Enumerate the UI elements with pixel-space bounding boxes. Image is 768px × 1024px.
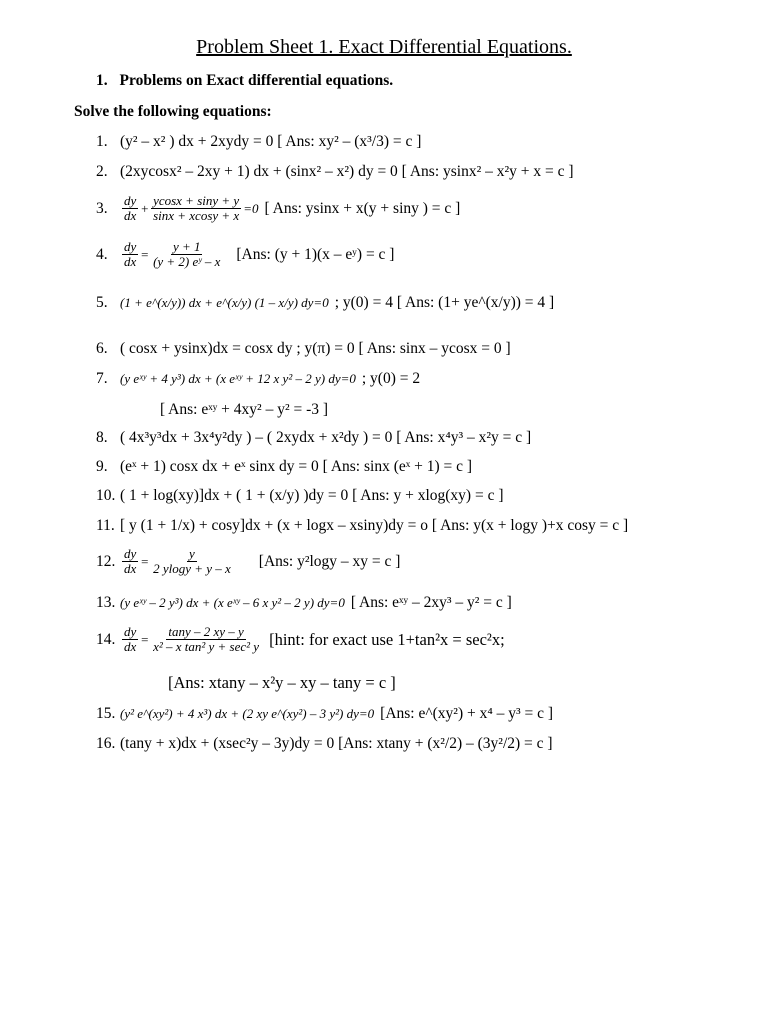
- problem-10: 10. ( 1 + log(xy)]dx + ( 1 + (x/y) )dy = 0 [ Ans: y + xlog(xy) = c ]: [96, 487, 504, 504]
- intro-text: Solve the following equations:: [74, 103, 272, 120]
- fraction: $\frac{ycosx + \sin y + y}{\sin x + xcosy + x}$: [153, 193, 240, 223]
- problem-text: (tany + x)dx + (xsec²y – 3y)dy = 0 [Ans: xtany + (x²/2) – (3y²/2) = c ]: [120, 735, 553, 752]
- answer-text: [Ans: xtany – x²y – xy – tany = c ]: [168, 673, 396, 692]
- problem-14-answer: [168, 673, 396, 693]
- problem-9: 9. (eˣ + 1) cosx dx + eˣ sinx dy = 0 [ Ans: sinx (eˣ + 1) = c ]: [96, 458, 473, 475]
- fraction: $\frac{dy}{dx}$: [124, 546, 137, 576]
- problem-14: 14. $\frac{dy}{dx}$ = $\frac{\tan y - 2 xy - y}{\text{x² – x tan² y + sec² y}}$ [hint: for exact use 1+tan²x = sec²x;: [96, 624, 505, 654]
- problem-16: 16. (tany + x)dx + (xsec²y – 3y)dy = 0 [Ans: xtany + (x²/2) – (3y²/2) = c ]: [96, 735, 553, 752]
- answer-text: [ Ans: ysinx + x(y + siny ) = c ]: [264, 199, 461, 217]
- fraction: $\frac{dy}{dx}$: [124, 193, 137, 223]
- answer-text: ; y(0) = 2: [361, 370, 421, 387]
- section-label: Problems on Exact differential equations.: [119, 72, 394, 89]
- problem-text: (y² – x² ) dx + 2xydy = 0 [ Ans: xy² – (x³/3) = c ]: [120, 133, 422, 150]
- fraction: $\frac{dy}{dx}$: [124, 624, 137, 654]
- fraction: $\frac{dy}{dx}$: [124, 239, 137, 269]
- answer-text: [Ans: y²logy – xy = c ]: [258, 552, 401, 570]
- problem-4: 4. $\frac{dy}{dx}$ = $\frac{y + 1}{\text{(y + 2) eʸ – x}}$ [Ans: (y + 1)(x – eʸ) = c ]: [96, 239, 395, 269]
- fraction: $\frac{y}{2 ylogy + y - x}$: [153, 546, 231, 576]
- problem-text: ( 4x³y³dx + 3x⁴y²dy ) – ( 2xydx + x²dy ) = 0 [ Ans: x⁴y³ – x²y = c ]: [120, 429, 532, 446]
- problem-text: ( cosx + ysinx)dx = cosx dy ; y(π) = 0 [ Ans: sinx – ycosx = 0 ]: [120, 340, 511, 357]
- problem-7-answer: [160, 401, 328, 419]
- problem-15: 15. (y² e^(xy²) + 4 x³) dx + (2 xy e^(xy²) – 3 y²) dy=0 [Ans: e^(xy²) + x⁴ – y³ = c ]: [96, 705, 554, 722]
- section-heading: [96, 72, 393, 90]
- page-title: Problem Sheet 1. Exact Differential Equations.: [196, 36, 572, 58]
- problem-13: 13. (y eˣʸ – 2 y³) dx + (x eˣʸ – 6 x y² – 2 y) dy=0 [ Ans: eˣʸ – 2xy³ – y² = c ]: [96, 594, 512, 611]
- answer-text: [ Ans: eˣʸ + 4xy² – y² = -3 ]: [160, 401, 329, 418]
- problem-text: (2xycosx² – 2xy + 1) dx + (sinx² – x²) dy = 0 [ Ans: ysinx² – x²y + x = c ]: [120, 163, 574, 180]
- answer-text: [Ans: (y + 1)(x – eʸ) = c ]: [236, 245, 395, 263]
- answer-text: [ Ans: eˣʸ – 2xy³ – y² = c ]: [350, 594, 512, 611]
- fraction: $\frac{y + 1}{\text{(y + 2) eʸ – x}}$: [153, 239, 221, 269]
- answer-text: ; y(0) = 4 [ Ans: (1+ ye^(x/y)) = 4 ]: [334, 294, 555, 311]
- problem-1: 1. (y² – x² ) dx + 2xydy = 0 [ Ans: xy² – (x³/3) = c ]: [96, 133, 422, 150]
- equation-expression: (y eˣʸ – 2 y³) dx + (x eˣʸ – 6 x y² – 2 y) dy=0: [120, 595, 345, 610]
- problem-text: (eˣ + 1) cosx dx + eˣ sinx dy = 0 [ Ans: sinx (eˣ + 1) = c ]: [120, 458, 473, 475]
- problem-7: 7. (y eˣʸ + 4 y³) dx + (x eˣʸ + 12 x y² – 2 y) dy=0 ; y(0) = 2: [96, 370, 421, 387]
- problem-6: 6. ( cosx + ysinx)dx = cosx dy ; y(π) = 0 [ Ans: sinx – ycosx = 0 ]: [96, 340, 511, 357]
- answer-text: [Ans: e^(xy²) + x⁴ – y³ = c ]: [380, 705, 554, 722]
- problem-text: ( 1 + log(xy)]dx + ( 1 + (x/y) )dy = 0 [ Ans: y + xlog(xy) = c ]: [120, 487, 504, 504]
- problem-5: 5. (1 + e^(x/y)) dx + e^(x/y) (1 – x/y) dy=0 ; y(0) = 4 [ Ans: (1+ ye^(x/y)) = 4 ]: [96, 294, 555, 311]
- problem-3: 3. $\frac{dy}{dx}$ + $\frac{ycosx + \sin y + y}{\sin x + xcosy + x}$ =0 [ Ans: ysinx + x(y + siny ) = c ]: [96, 193, 461, 223]
- problem-11: 11. [ y (1 + 1/x) + cosy]dx + (x + logx – xsiny)dy = o [ Ans: y(x + logy )+x cosy = c ]: [96, 517, 629, 534]
- fraction: $\frac{\tan y - 2 xy - y}{\text{x² – x tan² y + sec² y}}$: [153, 624, 260, 654]
- equation-expression: (y eˣʸ + 4 y³) dx + (x eˣʸ + 12 x y² – 2 y) dy=0: [120, 371, 356, 386]
- section-number: 1.: [96, 72, 108, 89]
- problem-12: 12. $\frac{dy}{dx}$ = $\frac{y}{2 ylogy + y - x}$ [Ans: y²logy – xy = c ]: [96, 546, 401, 576]
- problem-8: 8. ( 4x³y³dx + 3x⁴y²dy ) – ( 2xydx + x²dy ) = 0 [ Ans: x⁴y³ – x²y = c ]: [96, 429, 532, 446]
- problem-text: [ y (1 + 1/x) + cosy]dx + (x + logx – xsiny)dy = o [ Ans: y(x + logy )+x cosy = c ]: [120, 517, 629, 534]
- problem-2: 2. (2xycosx² – 2xy + 1) dx + (sinx² – x²) dy = 0 [ Ans: ysinx² – x²y + x = c ]: [96, 163, 574, 180]
- hint-text: [hint: for exact use 1+tan²x = sec²x;: [269, 629, 505, 649]
- equation-expression: (1 + e^(x/y)) dx + e^(x/y) (1 – x/y) dy=0: [120, 295, 329, 310]
- equation-expression: (y² e^(xy²) + 4 x³) dx + (2 xy e^(xy²) – 3 y²) dy=0: [120, 706, 375, 721]
